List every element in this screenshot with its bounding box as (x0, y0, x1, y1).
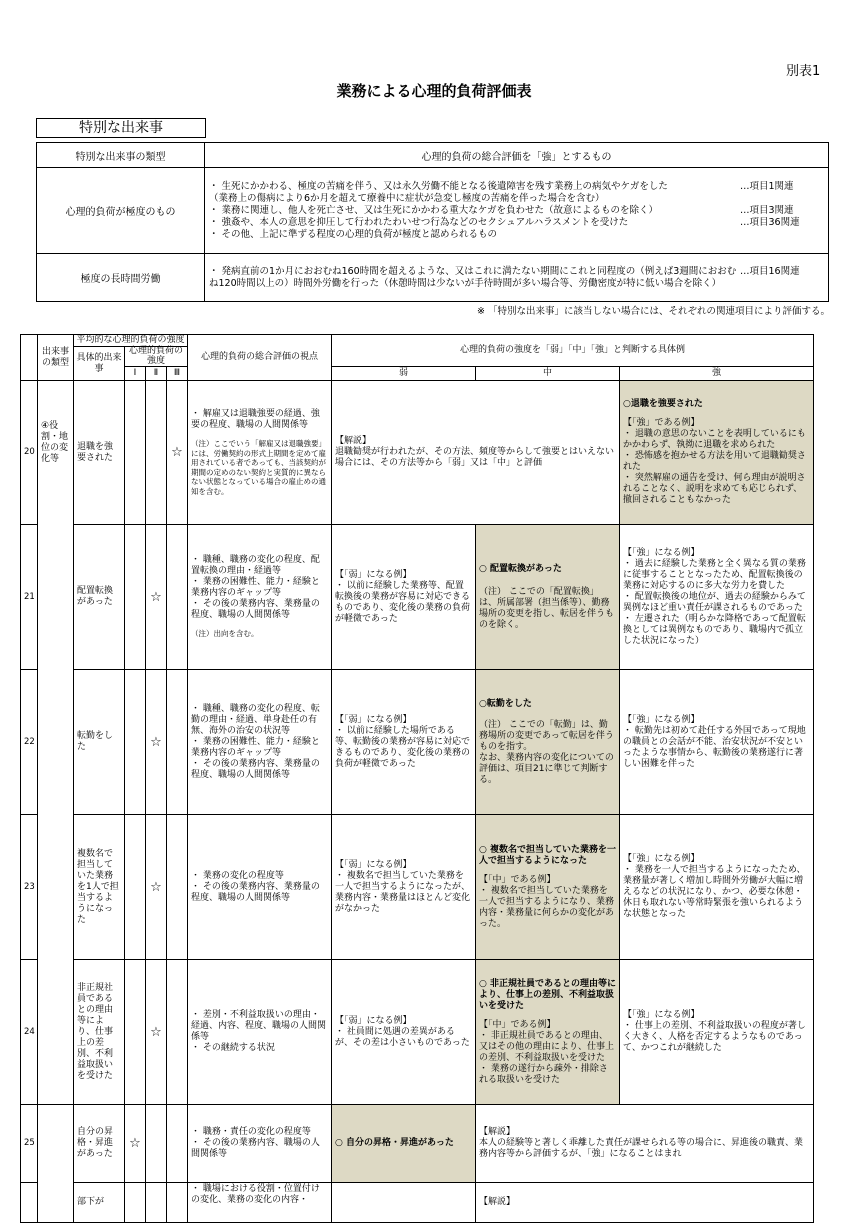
item-number: 25 (21, 1105, 38, 1183)
viewpoint: ・ 差別・不利益取扱いの理由・経過、内容、程度、職場の人間関係等 ・ その継続する状況 (188, 960, 332, 1105)
specific-event: 自分の昇格・昇進があった (74, 1105, 125, 1183)
weak-cell: 【「弱」になる例】 ・ 以前に経験した業務等、配置転換後の業務が容易に対応できるものであり、変化後の業務の負荷が軽微であった (332, 525, 476, 670)
medium-text: 【「中」である例】 ・ 複数名で担当していた業務を一人で担当するようになり、業務内容・業務量に何らかの変化があった。 (479, 874, 615, 929)
category-cell (38, 1105, 74, 1223)
level-cell (167, 525, 188, 670)
level-cell (167, 815, 188, 960)
strong-cell: 【「強」になる例】 ・ 仕事上の差別、不利益取扱いの程度が著しく大きく、人格を否定するようなものであって、かつこれが継続した (620, 960, 814, 1105)
level-cell (146, 1105, 167, 1183)
level-2: Ⅱ (146, 367, 167, 381)
star-icon: ☆ (146, 670, 167, 815)
level-3: Ⅲ (167, 367, 188, 381)
weak-medium-cell: 【解説】 退職勧奨が行われたが、その方法、頻度等からして強要とはいえない場合には、その方法等から「弱」又は「中」と評価 (332, 381, 620, 525)
col-judgement: 心理的負荷の強度を「弱」「中」「強」と判断する具体例 (332, 335, 814, 367)
weak-cell: 【「弱」になる例】 ・ 複数名で担当していた業務を一人で担当するようになったが、業務内容・業務量はほとんど変化がなかった (332, 815, 476, 960)
row-label-extreme: 心理的負荷が極度のもの (37, 168, 205, 254)
table-row (21, 525, 814, 670)
col-no (21, 335, 38, 381)
medium-cell (476, 960, 620, 1105)
item-number: 24 (21, 960, 38, 1105)
weak-cell: 【「弱」になる例】 ・ 以前に経験した場所である等、転勤後の業務が容易に対応できるものであり、変化後の業務の負荷が軽微であった (332, 670, 476, 815)
level-cell (125, 815, 146, 960)
col-viewpoint: 心理的負荷の総合評価の視点 (188, 335, 332, 381)
related-item: …項目36関連 (740, 216, 800, 228)
table-row (21, 1105, 814, 1183)
item-number: 23 (21, 815, 38, 960)
item-number: 22 (21, 670, 38, 815)
star-icon: ☆ (146, 815, 167, 960)
item-number (21, 1183, 38, 1223)
col-header-type: 特別な出来事の類型 (37, 143, 205, 168)
strong-cell: 【「強」になる例】 ・ 過去に経験した業務と全く異なる質の業務に従事することとなったため、配置転換後の業務に対応するのに多大な労力を費した ・ 配置転換後の地位が、過去の経験からみて異例なほど重い責任が課されるものであった ・ 左遷された（明らかな降格であって配置転換としては異例なものであり、職場内で孤立した状況になった） (620, 525, 814, 670)
level-cell (167, 1105, 188, 1183)
specific-event: 転勤をした (74, 670, 125, 815)
viewpoint: ・ 職務・責任の変化の程度等 ・ その後の業務内容、職場の人間関係等 (188, 1105, 332, 1183)
viewpoint-text: ・ 職種、職務の変化の程度、配置転換の理由・経過等 ・ 業務の困難性、能力・経験と業務内容のギャップ等 ・ その後の業務内容、業務量の程度、職場の人間関係等 (191, 555, 320, 621)
col-weak: 弱 (332, 367, 476, 381)
col-strong: 強 (620, 367, 814, 381)
level-cell (167, 960, 188, 1105)
item-number: 20 (21, 381, 38, 525)
related-item (740, 229, 824, 241)
strong-head: ○退職を強要された (623, 399, 703, 409)
specific-event: 部下が (74, 1183, 125, 1223)
star-icon: ☆ (146, 525, 167, 670)
category-label: ④役割・地位の変化等 (38, 381, 74, 1105)
weak-cell: ○ 自分の昇格・昇進があった (332, 1105, 476, 1183)
col-specific-event: 具体的出来事 (74, 347, 125, 381)
viewpoint-text: ・ 解雇又は退職強要の経過、強要の程度、職場の人間関係等 (191, 409, 320, 430)
level-cell (125, 670, 146, 815)
related-item: …項目16関連 (740, 265, 800, 277)
row-label-long-hours: 極度の長時間労働 (37, 254, 205, 302)
table-row (21, 670, 814, 815)
evaluation-table (20, 334, 814, 1223)
viewpoint (188, 381, 332, 525)
medium-head: ○ 非正規社員であるとの理由等により、仕事上の差別、不利益取扱いを受けた (479, 978, 617, 1011)
medium-strong-cell: 【解説】 (476, 1183, 814, 1223)
col-event-type: 出来事の類型 (38, 335, 74, 381)
col-header-eval: 心理的負荷の総合評価を「強」とするもの (205, 143, 829, 168)
weak-cell: 【「弱」になる例】 ・ 社員間に処遇の差異があるが、その差は小さいものであった (332, 960, 476, 1105)
star-icon: ☆ (125, 1105, 146, 1183)
level-cell (125, 381, 146, 525)
special-note: ※ 「特別な出来事」に該当しない場合には、それぞれの関連項目により評価する。 (477, 306, 830, 317)
special-section-title: 特別な出来事 (36, 118, 206, 138)
level-cell (125, 960, 146, 1105)
special-events-table (36, 142, 829, 302)
item-number: 21 (21, 525, 38, 670)
medium-strong-cell: 【解説】 本人の経験等と著しく乖離した責任が課せられる等の場合に、昇進後の職責、業務内容等から評価するが、「強」になることはまれ (476, 1105, 814, 1183)
level-cell (125, 1183, 146, 1223)
specific-event: 退職を強要された (74, 381, 125, 525)
medium-text: 【「中」である例】 ・ 非正規社員であるとの理由、又はその他の理由により、仕事上の差別、不利益取扱いを受けた ・ 業務の遂行から疎外・排除される取扱いを受けた (479, 1019, 615, 1085)
strong-text: 【「強」である例】 ・ 退職の意思のないことを表明しているにもかかわらず、執拗に退職を求められた ・ 恐怖感を抱かせる方法を用いて退職勧奨された ・ 突然解雇の通告を受け、何ら理由が説明されることなく、説明を求めても応じられず、撤回されることもなかった (623, 418, 806, 505)
level-cell (146, 1183, 167, 1223)
strong-cell: 【「強」になる例】 ・ 転勤先は初めて赴任する外国であって現地の職員との会話が不能、治安状況が不安といったような事情から、転勤後の業務遂行に著しい困難を伴った (620, 670, 814, 815)
related-item: …項目1関連 (740, 180, 794, 192)
related-item (740, 193, 824, 205)
viewpoint: ・ 職場における役割・位置付けの変化、業務の変化の内容・ (188, 1183, 332, 1223)
specific-event: 複数名で担当していた業務を1人で担当するようになった (74, 815, 125, 960)
medium-text: （注） ここでの「配置転換」は、所属部署（担当係等）、勤務場所の変更を指し、転居を伴うものを除く。 (479, 586, 615, 630)
level-1: Ⅰ (125, 367, 146, 381)
weak-cell (332, 1183, 476, 1223)
medium-head: ○転勤をした (479, 698, 532, 709)
line: ・ その他、上記に準ずる程度の心理的負荷が極度と認められるもの (209, 228, 498, 240)
medium-cell (476, 670, 620, 815)
line: ・ 生死にかかわる、極度の苦痛を伴う、又は永久労働不能となる後遺障害を残す業務上の病気やケガをした (209, 180, 668, 192)
long-hours-body (205, 254, 829, 302)
col-medium: 中 (476, 367, 620, 381)
level-cell (167, 670, 188, 815)
table-row (21, 960, 814, 1105)
specific-event: 配置転換があった (74, 525, 125, 670)
line: （業務上の傷病により6か月を超えて療養中に症状が急変し極度の苦痛を伴った場合を含む） (209, 192, 605, 204)
star-icon: ☆ (146, 960, 167, 1105)
viewpoint-note: （注）出向を含む。 (191, 629, 259, 639)
viewpoint-note: （注）ここでいう「解雇又は退職強要」には、労働契約の形式上期間を定めて雇用されている者であっても、当該契約が期間の定めのない契約と実質的に異ならない状態となっている場合の雇止めの通知を含む。 (191, 439, 327, 496)
table-row (21, 815, 814, 960)
extreme-body (205, 168, 829, 254)
strong-cell: 【「強」になる例】 ・ 業務を一人で担当するようになったため、業務量が著しく増加し時間外労働が大幅に増えるなどの状況になり、かつ、必要な休憩・休日も取れない等常時緊張を強いられるような状態となった (620, 815, 814, 960)
level-cell (167, 1183, 188, 1223)
related-item: …項目3関連 (740, 204, 794, 216)
table-row (21, 381, 814, 525)
col-avg-strength: 平均的な心理的負荷の強度 (74, 335, 188, 347)
medium-head: ○ 複数名で担当していた業務を一人で担当するようになった (479, 844, 617, 866)
level-cell (125, 525, 146, 670)
sheet-label: 別表1 (786, 64, 821, 79)
col-strength: 心理的負荷の強度 (125, 347, 188, 367)
specific-event: 非正規社員であるとの理由等により、仕事上の差別、不利益取扱いを受けた (74, 960, 125, 1105)
table-row (21, 1183, 814, 1223)
line: ・ 強姦や、本人の意思を抑圧して行われたわいせつ行為などのセクシュアルハラスメントを受けた (209, 216, 629, 228)
strong-cell (620, 381, 814, 525)
document-title: 業務による心理的負荷評価表 (336, 82, 532, 100)
viewpoint: ・ 業務の変化の程度等 ・ その後の業務内容、業務量の程度、職場の人間関係等 (188, 815, 332, 960)
line: ・ 業務に関連し、他人を死亡させ、又は生死にかかわる重大なケガを負わせた（故意によるものを除く） (209, 204, 659, 216)
medium-cell (476, 815, 620, 960)
line: ・ 発病直前の1か月におおむね160時間を超えるような、又はこれに満たない期間にこれと同程度の（例えば3週間におおむね120時間以上の）時間外労働を行った（休憩時間は少ないが手待時間が多い場合等、労働密度が特に低い場合を除く） (209, 265, 737, 289)
medium-cell (476, 525, 620, 670)
viewpoint: ・ 職種、職務の変化の程度、転勤の理由・経過、単身赴任の有無、海外の治安の状況等 ・ 業務の困難性、能力・経験と業務内容のギャップ等 ・ その後の業務内容、業務量の程度、職場の人間関係等 (188, 670, 332, 815)
medium-head: ○ 配置転換があった (479, 563, 562, 574)
star-icon: ☆ (167, 381, 188, 525)
viewpoint (188, 525, 332, 670)
medium-text: （注） ここでの「転勤」は、勤務場所の変更であって転居を伴うものを指す。 なお、業務内容の変化についての評価は、項目21に準じて判断する。 (479, 719, 614, 785)
level-cell (146, 381, 167, 525)
